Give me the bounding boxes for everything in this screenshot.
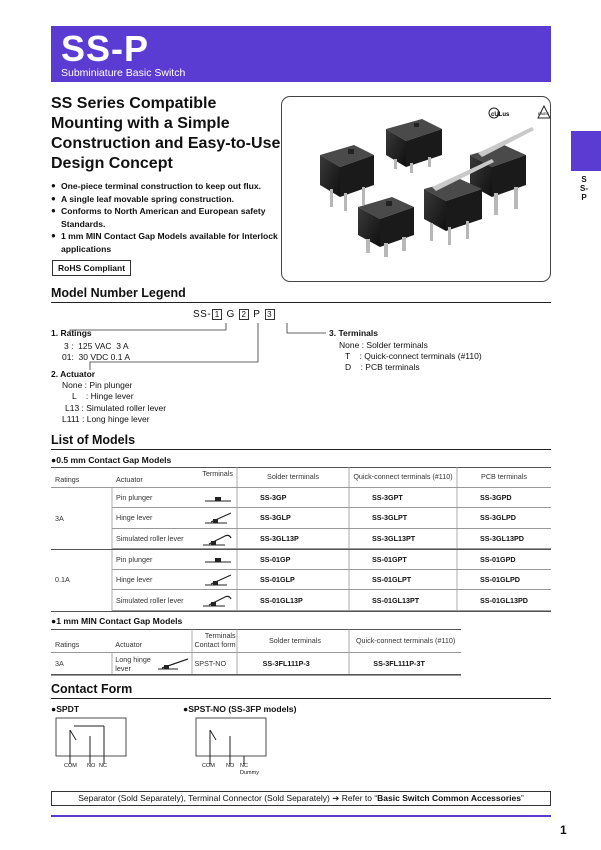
legend-actuator-item: L111 : Long hinge lever [62, 414, 150, 424]
model-number: SS-3GPD [457, 487, 551, 508]
code-box-1: 1 [212, 309, 222, 320]
legend-ratings-item: 01: 30 VDC 0.1 A [62, 352, 131, 362]
model-number: SS-3GLPD [457, 508, 551, 529]
gap05-table [51, 467, 551, 611]
actuator-cell: Simulated roller lever [112, 528, 237, 549]
model-number: SS-01GLPT [349, 569, 457, 590]
side-tab-label: SS-P [580, 175, 588, 202]
spdt-com: COM [64, 763, 77, 769]
model-number: SS-3FL111P-3 [240, 652, 351, 675]
th-actuator: Actuator Terminals [112, 467, 237, 487]
legend-ratings-head: 1. Ratings [51, 328, 92, 338]
section-title-models: List of Models [51, 433, 136, 447]
th-solder: Solder terminals [237, 467, 349, 487]
note-link-text: Basic Switch Common Accessories [377, 793, 521, 803]
rohs-badge: RoHS Compliant [52, 260, 131, 276]
table-row [51, 528, 551, 549]
arrow-right-icon: ➔ [332, 793, 340, 803]
spdt-label: ●SPDT [51, 704, 80, 714]
legend-terminals-item: None : Solder terminals [339, 340, 428, 350]
product-title: SS-P [61, 28, 150, 69]
product-subtitle: Subminiature Basic Switch [61, 67, 186, 79]
spstno-label-text: SPST-NO (SS-3FP models) [188, 704, 297, 714]
page-number: 1 [560, 823, 567, 837]
th-ratings: Ratings [51, 629, 111, 652]
table-row [51, 652, 461, 675]
spstno-label: ●SPST-NO (SS-3FP models) [183, 704, 297, 714]
table-row [51, 487, 551, 508]
model-number: SS-3GP [237, 487, 349, 508]
th-terminals: Terminals [202, 469, 233, 478]
section-title-legend: Model Number Legend [51, 286, 186, 300]
footer-rule [51, 815, 551, 817]
code-prefix: SS- [193, 309, 212, 320]
gap1-table [51, 629, 461, 676]
note-middle: Refer to “ [339, 793, 378, 803]
accessories-note [51, 791, 551, 806]
model-number: SS-01GL13PD [457, 590, 551, 611]
feature-item: ● One-piece terminal construction to keep out flux. [51, 180, 286, 193]
th-pcb: PCB terminals [457, 467, 551, 487]
model-number: SS-01GL13P [237, 590, 349, 611]
th-terminals: Terminals [204, 631, 236, 641]
table-row [51, 569, 551, 590]
roller-lever-icon [203, 532, 233, 546]
spstno-nc: NC [240, 763, 248, 769]
section-divider [51, 449, 551, 450]
code-box-2: 2 [239, 309, 249, 320]
table-row [51, 549, 551, 570]
th-terminals-contact [190, 629, 239, 652]
model-number: SS-01GLPD [457, 569, 551, 590]
th-quick: Quick-connect terminals (#110) [350, 629, 461, 652]
spstno-com: COM [202, 763, 215, 769]
table-row [51, 508, 551, 529]
model-number: SS-3GL13P [237, 528, 349, 549]
legend-ratings-item: 3 : 125 VAC 3 A [64, 341, 129, 351]
code-box-3: 3 [265, 309, 275, 320]
rating-cell: 0.1A [55, 575, 70, 585]
section-divider [51, 698, 551, 699]
pin-plunger-icon [205, 493, 231, 503]
model-number: SS-3GL13PT [349, 528, 457, 549]
gap05-title-text: 0.5 mm Contact Gap Models [56, 455, 172, 465]
actuator-cell: Pin plunger [112, 487, 237, 508]
feature-item: ● A single leaf movable spring construction. [51, 193, 286, 206]
model-number: SS-3GLP [237, 508, 349, 529]
rating-cell: 3A [51, 652, 111, 675]
actuator-cell: Hinge lever [112, 569, 237, 590]
model-number: SS-01GP [237, 549, 349, 570]
actuator-cell: Long hinge lever [111, 652, 190, 675]
gap1-title: ●1 mm MIN Contact Gap Models [51, 616, 183, 626]
table-row [51, 590, 551, 611]
model-number: SS-3GL13PD [457, 528, 551, 549]
long-hinge-lever-icon [158, 658, 188, 670]
gap1-title-text: 1 mm MIN Contact Gap Models [56, 616, 183, 626]
th-quick: Quick-connect terminals (#110) [349, 467, 457, 487]
spdt-label-text: SPDT [56, 704, 80, 714]
contact-form-cell: SPST-NO [190, 652, 239, 675]
cert-enec-text: ENEC [538, 111, 550, 116]
feature-item: ● Conforms to North American and European safety Standards. [51, 205, 286, 230]
headline: SS Series Compatible Mounting with a Simple Construction and Easy-to-Use Design Concept [51, 95, 281, 172]
th-ratings: Ratings [51, 467, 112, 487]
note-suffix: ” [520, 793, 524, 803]
code-p: P [253, 309, 261, 320]
legend-terminals-item: D : PCB terminals [345, 362, 420, 372]
hinge-lever-icon [205, 512, 231, 524]
note-prefix: Separator (Sold Separately), Terminal Connector (Sold Separately) [78, 793, 330, 803]
model-number: SS-3GLPT [349, 508, 457, 529]
model-number: SS-01GLP [237, 569, 349, 590]
roller-lever-icon [203, 593, 233, 607]
th-actuator: Actuator [111, 629, 190, 652]
spdt-nc: NC [99, 763, 107, 769]
actuator-cell: Hinge lever [112, 508, 237, 529]
spstno-no: NO [226, 763, 235, 769]
legend-actuator-item: L : Hinge lever [72, 391, 134, 401]
actuator-cell: Pin plunger [112, 549, 237, 570]
pin-plunger-icon [205, 554, 231, 564]
rating-cell: 3A [55, 513, 64, 523]
legend-terminals-item: T : Quick-connect terminals (#110) [345, 351, 482, 361]
feature-item: ● 1 mm MIN Contact Gap Models available for Interlock applications [51, 230, 286, 255]
spdt-no: NO [87, 763, 96, 769]
section-title-contact: Contact Form [51, 682, 133, 696]
model-number: SS-01GL13PT [349, 590, 457, 611]
hinge-lever-icon [205, 574, 231, 586]
gap05-title: ●0.5 mm Contact Gap Models [51, 455, 172, 465]
model-number: SS-01GPT [349, 549, 457, 570]
legend-actuator-item: L13 : Simulated roller lever [65, 403, 167, 413]
code-g: G [226, 309, 235, 320]
model-number: SS-3FL111P-3T [350, 652, 461, 675]
th-solder: Solder terminals [240, 629, 351, 652]
model-number: SS-3GPT [349, 487, 457, 508]
legend-actuator-head: 2. Actuator [51, 369, 96, 379]
cert-ul-text: cULus [491, 112, 510, 118]
model-number: SS-01GPD [457, 549, 551, 570]
actuator-cell: Simulated roller lever [112, 590, 237, 611]
legend-actuator-item: None : Pin plunger [62, 380, 133, 390]
spstno-dummy: Dummy [240, 770, 259, 776]
th-contact-form: Contact form [194, 640, 236, 650]
legend-terminals-head: 3. Terminals [329, 328, 378, 338]
